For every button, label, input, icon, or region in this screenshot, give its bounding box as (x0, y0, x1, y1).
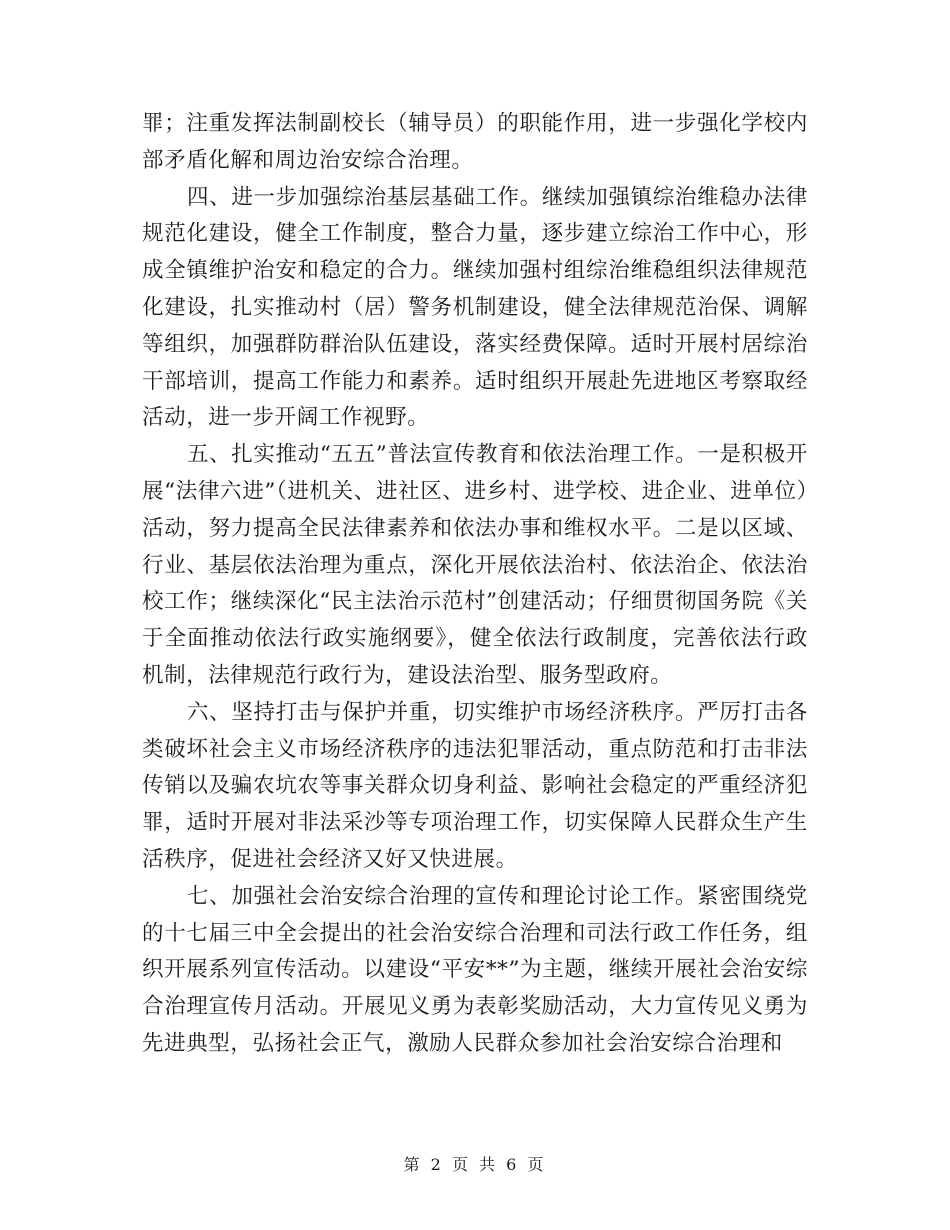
document-body (142, 106, 808, 1063)
paragraph-continuation: 罪；注重发挥法制副校长（辅导员）的职能作用，进一步强化学校内部矛盾化解和周边治安综合治理。 (142, 111, 808, 173)
paragraph-section-4: 四、进一步加强综治基层基础工作。继续加强镇综治维稳办法律规范化建设，健全工作制度，整合力量，逐步建立综治工作中心，形成全镇维护治安和稳定的合力。继续加强村组综治维稳组织法律规范化建设，扎实推动村（居）警务机制建设，健全法律规范治保、调解等组织，加强群防群治队伍建设，落实经费保障。适时开展村居综治干部培训，提高工作能力和素养。适时组织开展赴先进地区考察取经活动，进一步开阔工作视野。 (142, 184, 808, 431)
paragraph-section-5: 五、扎实推动“五五”普法宣传教育和依法治理工作。一是积极开展“法律六进”（进机关、进社区、进乡村、进学校、进企业、进单位）活动，努力提高全民法律素养和依法办事和维权水平。二是以区域、行业、基层依法治理为重点，深化开展依法治村、依法治企、依法治校工作；继续深化“民主法治示范村”创建活动；仔细贯彻国务院《关于全面推动依法行政实施纲要》，健全依法行政制度，完善依法行政机制，法律规范行政行为，建设法治型、服务型政府。 (142, 442, 808, 688)
page-footer: 第 2 页 共 6 页 (403, 1155, 547, 1174)
paragraph-section-7: 七、加强社会治安综合治理的宣传和理论讨论工作。紧密围绕党的十七届三中全会提出的社会治安综合治理和司法行政工作任务，组织开展系列宣传活动。以建设“平安**”为主题，继续开展社会治安综合治理宣传月活动。开展见义勇为表彰奖励活动，大力宣传见义勇为先进典型，弘扬社会正气，激励人民群众参加社会治安综合治理和 (142, 883, 808, 1056)
paragraph-section-6: 六、坚持打击与保护并重，切实维护市场经济秩序。严厉打击各类破坏社会主义市场经济秩序的违法犯罪活动，重点防范和打击非法传销以及骗农坑农等事关群众切身利益、影响社会稳定的严重经济犯罪，适时开展对非法采沙等专项治理工作，切实保障人民群众生产生活秩序，促进社会经济又好又快进展。 (142, 699, 808, 872)
